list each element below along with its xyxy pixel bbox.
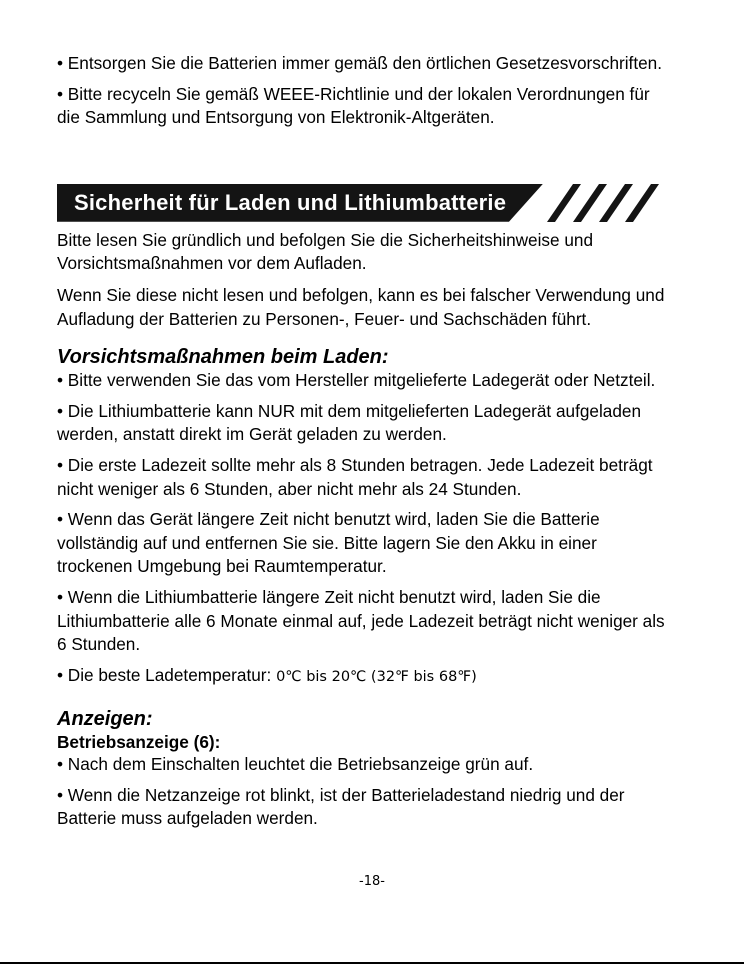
- page-number: -18-: [359, 874, 385, 889]
- indicators-heading: Anzeigen:: [57, 708, 153, 731]
- temperature-label: • Die beste Ladetemperatur:: [57, 664, 277, 685]
- charging-bullet: • Wenn das Gerät längere Zeit nicht benutzt wird, laden Sie die Batterie vollständig auf und entfernen Sie sie. Bitte lagern Sie den Akku in einer trockenen Umgebung bei Raumtemperatur.: [57, 509, 600, 577]
- indicators-subheading: Betriebsanzeige (6):: [57, 732, 221, 753]
- stripes-decoration-icon: [547, 184, 659, 222]
- bottom-rule: [0, 962, 744, 964]
- charging-bullet: • Die Lithiumbatterie kann NUR mit dem mitgelieferten Ladegerät aufgeladen werden, anstatt direkt im Gerät geladen zu werden.: [57, 400, 642, 445]
- intro-paragraph: Bitte lesen Sie gründlich und befolgen Sie die Sicherheitshinweise und Vorsichtsmaßnahmen vor dem Aufladen.: [57, 229, 594, 274]
- disposal-bullet: • Bitte recyceln Sie gemäß WEEE-Richtlinie und der lokalen Verordnungen für die Sammlung und Entsorgung von Elektronik-Altgeräten.: [57, 83, 650, 128]
- temperature-values: 0℃ bis 20℃ (32℉ bis 68℉): [276, 668, 477, 685]
- charging-bullet: • Bitte verwenden Sie das vom Hersteller mitgelieferte Ladegerät oder Netzteil.: [57, 370, 656, 391]
- intro-paragraph: Wenn Sie diese nicht lesen und befolgen, kann es bei falscher Verwendung und Aufladung der Batterien zu Personen-, Feuer- und Sachschäden führt.: [57, 284, 665, 329]
- manual-page: [57, 52, 667, 831]
- section-banner: [57, 184, 667, 222]
- charging-bullet: • Die erste Ladezeit sollte mehr als 8 Stunden betragen. Jede Ladezeit beträgt nicht weniger als 6 Stunden, aber nicht mehr als 24 Stunden.: [57, 454, 653, 499]
- indicator-bullet: • Nach dem Einschalten leuchtet die Betriebsanzeige grün auf.: [57, 754, 534, 775]
- charging-bullet-temperature: [57, 664, 667, 690]
- banner-title: Sicherheit für Laden und Lithiumbatterie: [74, 189, 507, 215]
- indicator-bullet: • Wenn die Netzanzeige rot blinkt, ist der Batterieladestand niedrig und der Batterie muss aufgeladen werden.: [57, 784, 625, 829]
- disposal-bullet: • Entsorgen Sie die Batterien immer gemäß den örtlichen Gesetzesvorschriften.: [57, 53, 662, 73]
- charging-bullet: • Wenn die Lithiumbatterie längere Zeit nicht benutzt wird, laden Sie die Lithiumbatterie alle 6 Monate einmal auf, jede Ladezeit beträgt nicht weniger als 6 Stunden.: [57, 586, 665, 655]
- charging-heading: Vorsichtsmaßnahmen beim Laden:: [57, 346, 389, 369]
